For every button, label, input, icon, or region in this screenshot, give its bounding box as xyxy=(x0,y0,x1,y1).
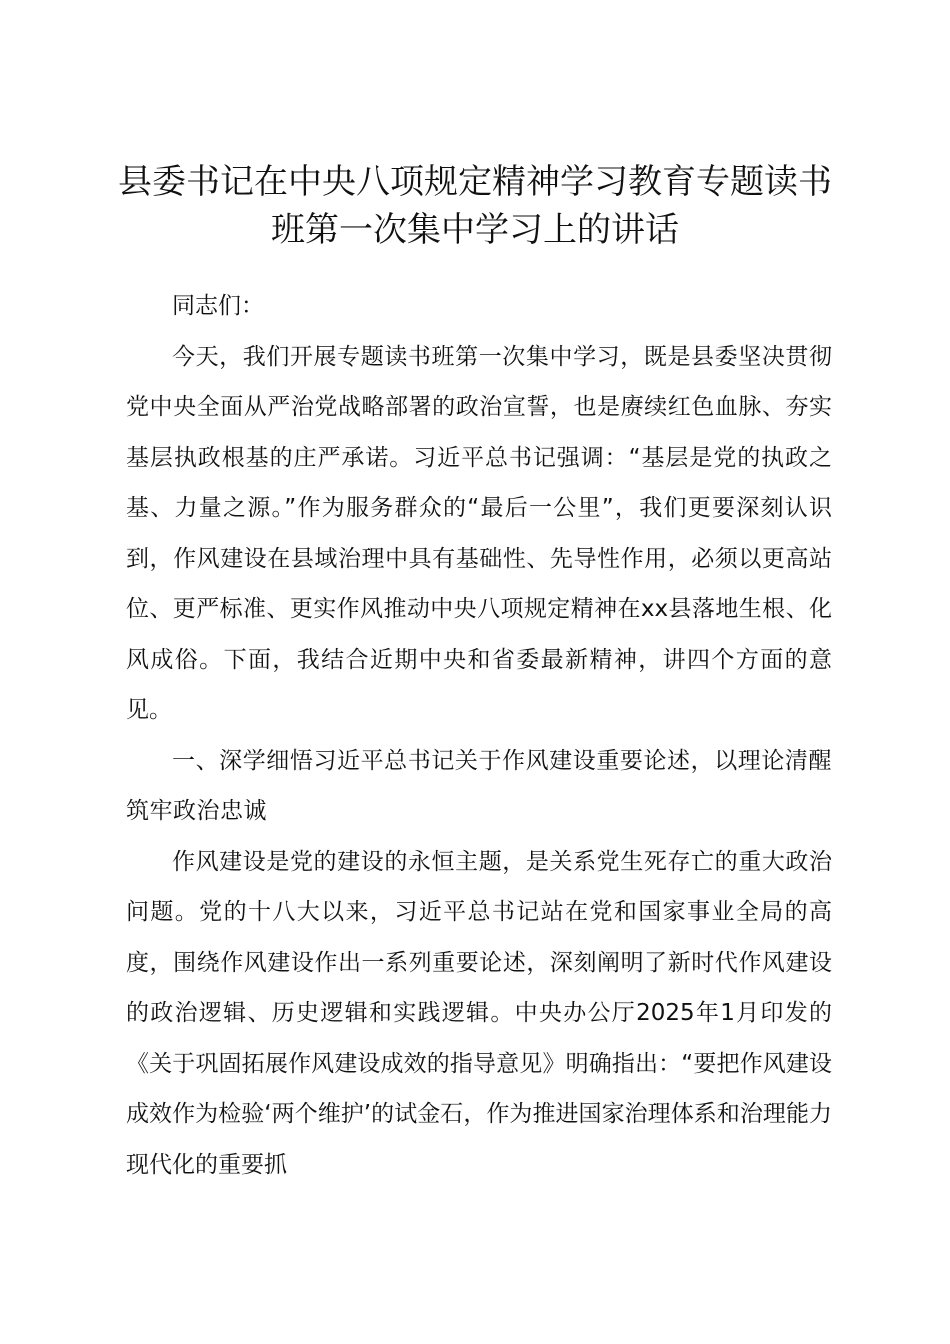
document-body xyxy=(126,281,832,1190)
salutation: 同志们： xyxy=(172,293,264,319)
section-heading: 一、深学细悟习近平总书记关于作风建设重要论述，以理论清醒筑牢政治忠诚 xyxy=(126,747,832,824)
section-paragraph: 作风建设是党的建设的永恒主题，是关系党生死存亡的重大政治问题。党的十八大以来，习近平总书记站在党和国家事业全局的高度，围绕作风建设作出一系列重要论述，深刻阐明了新时代作风建设的政治逻辑、历史逻辑和实践逻辑。中央办公厅2025年1月印发的《关于巩固拓展作风建设成效的指导意见》明确指出：“要把作风建设成效作为检验‘两个维护’的试金石，作为推进国家治理体系和治理能力现代化的重要抓 xyxy=(126,848,832,1178)
intro-paragraph: 今天，我们开展专题读书班第一次集中学习，既是县委坚决贯彻党中央全面从严治党战略部署的政治宣誓，也是赓续红色血脉、夯实基层执政根基的庄严承诺。习近平总书记强调：“基层是党的执政之基、力量之源。”作为服务群众的“最后一公里”，我们更要深刻认识到，作风建设在县域治理中具有基础性、先导性作用，必须以更高站位、更严标准、更实作风推动中央八项规定精神在xx县落地生根、化风成俗。下面，我结合近期中央和省委最新精神，讲四个方面的意见。 xyxy=(126,343,832,723)
document-title: 县委书记在中央八项规定精神学习教育专题读书班第一次集中学习上的讲话 xyxy=(118,162,832,250)
